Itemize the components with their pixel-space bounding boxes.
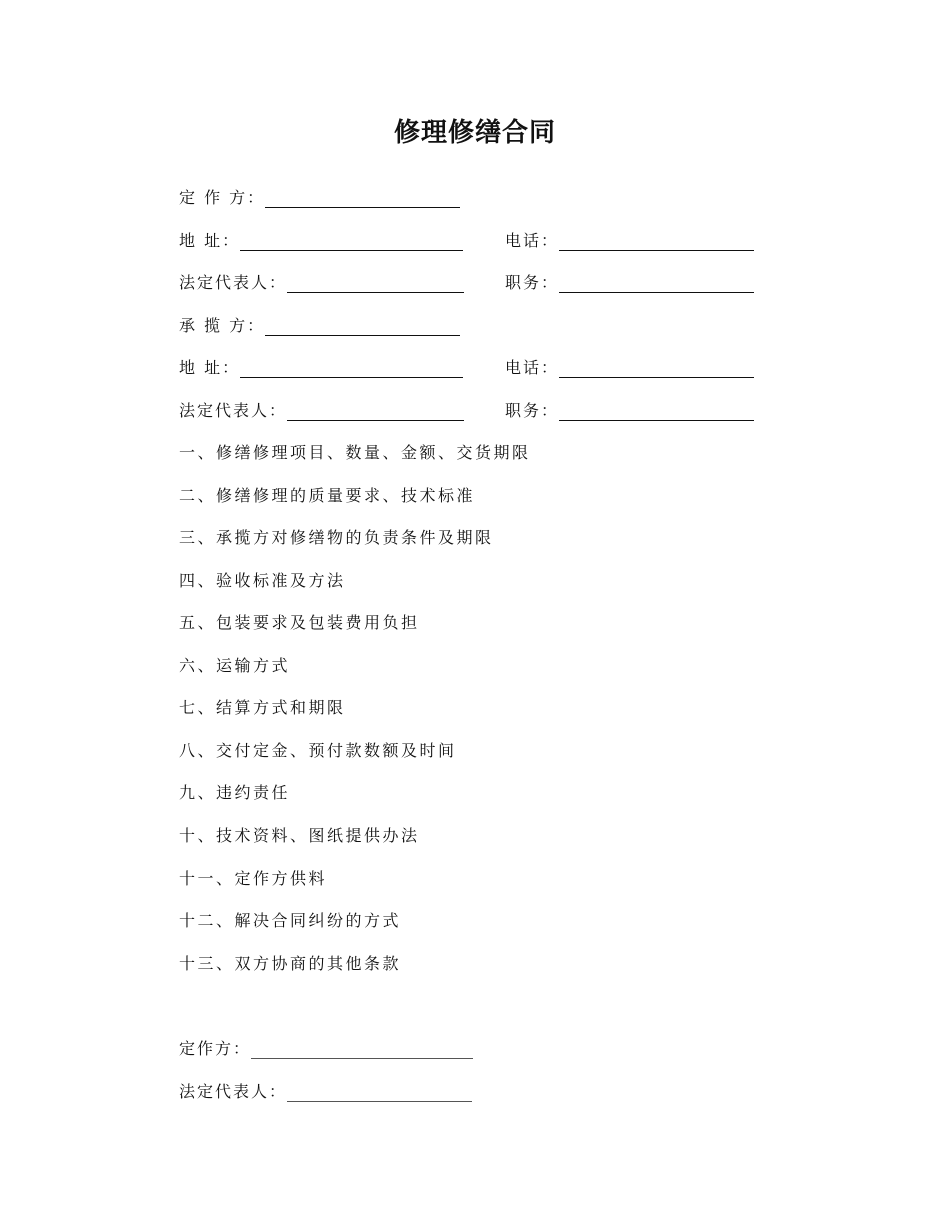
clause-item: 一、修缮修理项目、数量、金额、交货期限	[179, 443, 531, 462]
party-b-row	[179, 316, 460, 336]
party-a-phone-row	[505, 231, 754, 251]
party-b-position-row	[505, 401, 754, 421]
clause-item: 七、结算方式和期限	[179, 698, 346, 717]
party-a-row	[179, 188, 460, 208]
party-b-legal-rep-blank	[287, 403, 464, 421]
party-b-position-blank	[559, 403, 754, 421]
party-a-label: 定 作 方：	[179, 188, 266, 207]
party-a-position-row	[505, 273, 754, 293]
party-b-legal-rep-label: 法定代表人：	[179, 401, 288, 420]
clause-item: 二、修缮修理的质量要求、技术标准	[179, 486, 476, 505]
party-a-phone-blank	[559, 233, 754, 251]
clause-item: 十一、定作方供料	[179, 869, 328, 888]
signature-legal-rep-label: 法定代表人：	[179, 1082, 288, 1101]
clause-item: 五、包装要求及包装费用负担	[179, 613, 420, 632]
party-a-address-blank	[240, 233, 463, 251]
party-b-phone-row	[505, 358, 754, 378]
signature-legal-rep-blank	[287, 1084, 472, 1102]
signature-legal-rep-row	[179, 1082, 472, 1102]
party-a-position-label: 职务：	[505, 273, 560, 292]
party-b-position-label: 职务：	[505, 401, 560, 420]
clause-item: 九、违约责任	[179, 783, 291, 802]
party-b-address-row	[179, 358, 463, 378]
party-a-address-label: 地 址：	[179, 231, 241, 250]
party-a-legal-rep-row	[179, 273, 464, 293]
party-a-legal-rep-blank	[287, 275, 464, 293]
document-title: 修理修缮合同	[393, 118, 556, 148]
clause-item: 八、交付定金、预付款数额及时间	[179, 741, 457, 760]
clause-item: 四、验收标准及方法	[179, 571, 346, 590]
party-a-phone-label: 电话：	[505, 231, 560, 250]
party-a-address-row	[179, 231, 463, 251]
clause-item: 十、技术资料、图纸提供办法	[179, 826, 420, 845]
party-a-blank	[265, 190, 460, 208]
party-a-position-blank	[559, 275, 754, 293]
clause-item: 十三、双方协商的其他条款	[179, 954, 402, 973]
party-b-blank	[265, 318, 460, 336]
party-b-phone-label: 电话：	[505, 358, 560, 377]
clause-item: 三、承揽方对修缮物的负责条件及期限	[179, 528, 494, 547]
clause-item: 十二、解决合同纠纷的方式	[179, 911, 402, 930]
party-a-legal-rep-label: 法定代表人：	[179, 273, 288, 292]
signature-party-label: 定作方：	[179, 1039, 252, 1058]
party-b-address-blank	[240, 360, 463, 378]
party-b-address-label: 地 址：	[179, 358, 241, 377]
signature-party-blank	[251, 1041, 473, 1059]
signature-party-row	[179, 1039, 473, 1059]
party-b-legal-rep-row	[179, 401, 464, 421]
party-b-phone-blank	[559, 360, 754, 378]
party-b-label: 承 揽 方：	[179, 316, 266, 335]
clause-item: 六、运输方式	[179, 656, 291, 675]
